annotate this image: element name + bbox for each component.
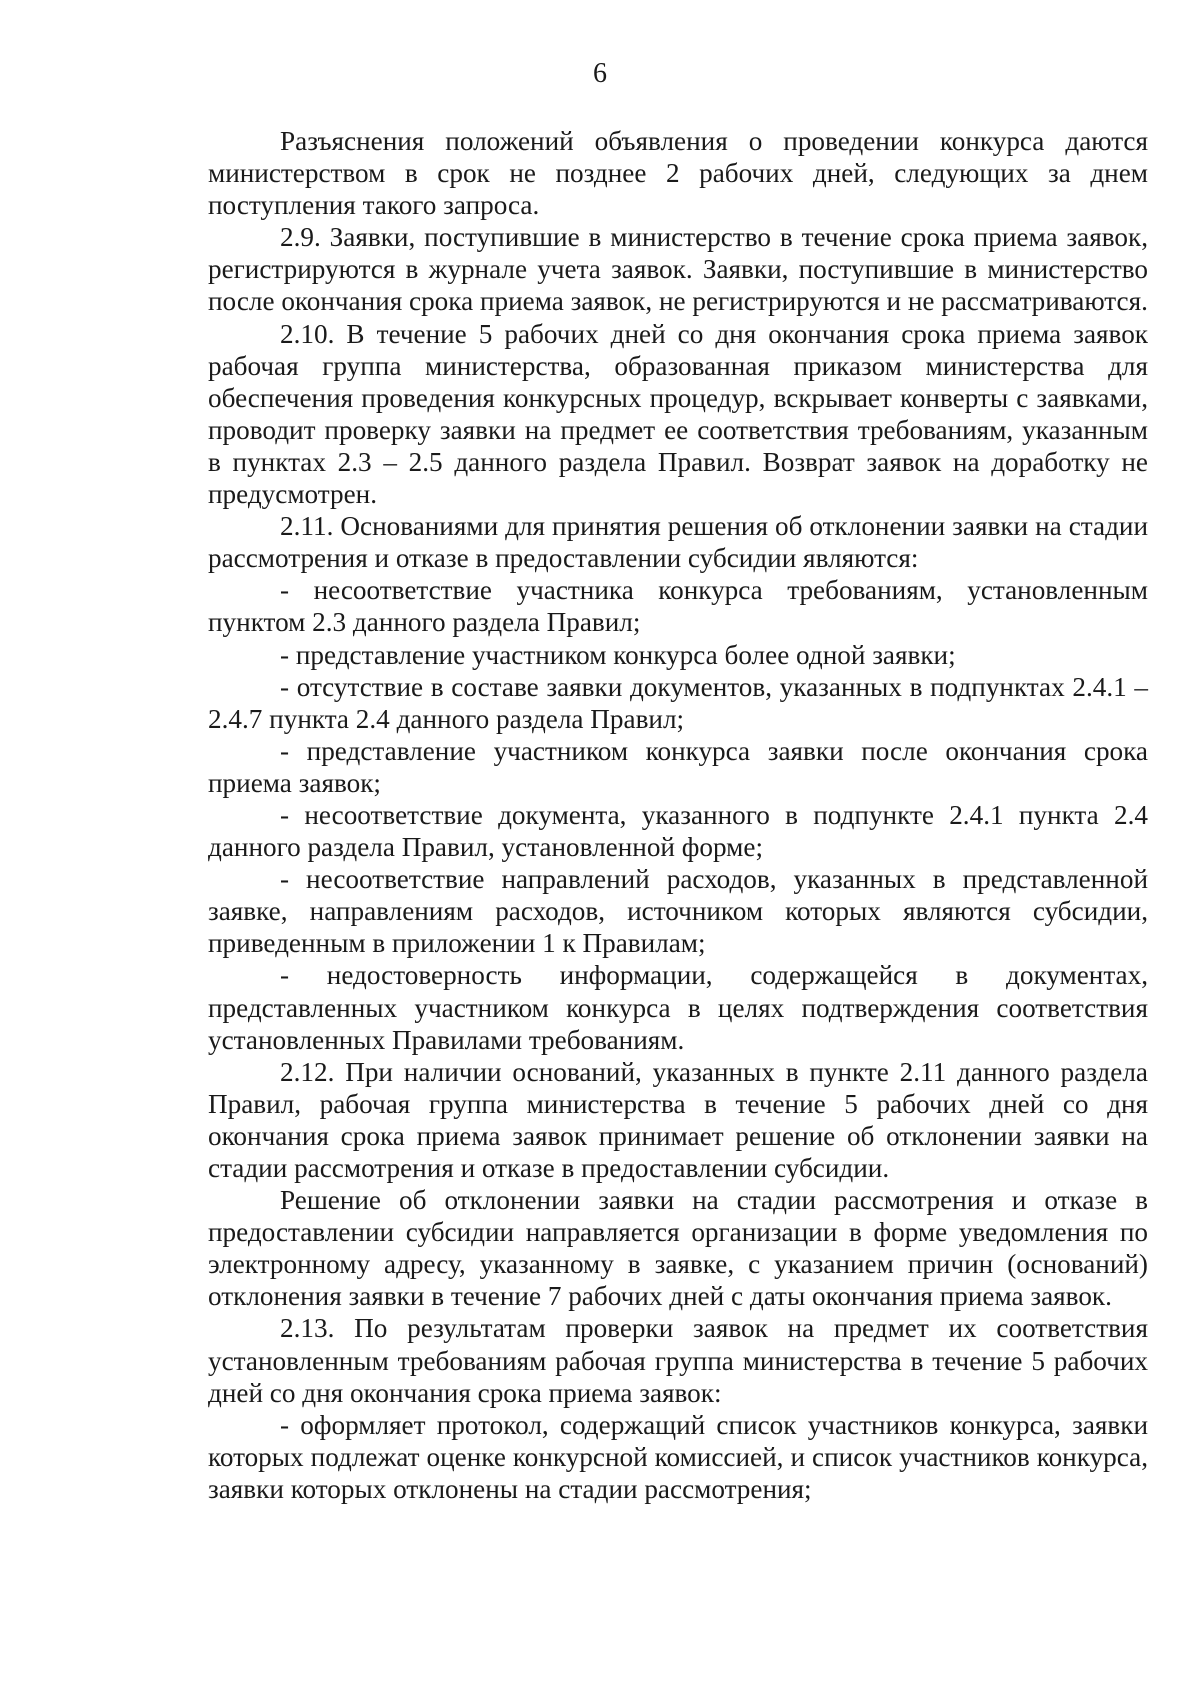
list-item-expense-mismatch: - несоответствие направлений расходов, указанных в представленной заявке, направлениям расходов, источником которых являются субсидии, приведенным в приложении 1 к Правилам; [208, 864, 1148, 959]
list-item-late-submission: - представление участником конкурса заявки после окончания срока приема заявок; [208, 735, 1148, 798]
list-item-form-mismatch: - несоответствие документа, указанного в подпункте 2.4.1 пункта 2.4 данного раздела Правил, установленной форме; [208, 799, 1148, 863]
list-item-multiple-applications: - представление участником конкурса более одной заявки; [280, 639, 956, 670]
paragraph-2-11: 2.11. Основаниями для принятия решения об отклонении заявки на стадии рассмотрения и отказе в предоставлении субсидии являются: [208, 511, 1148, 574]
paragraph-2-9: 2.9. Заявки, поступившие в министерство в течение срока приема заявок, регистрируются в журнале учета заявок. Заявки, поступившие в министерство после окончания срока приема заявок, не регистрируются и не рассматриваются. [208, 222, 1148, 317]
page-number: 6 [593, 58, 607, 89]
paragraph-rejection-notice: Решение об отклонении заявки на стадии рассмотрения и отказе в предоставлении субсидии направляется организации в форме уведомления по электронному адресу, указанному в заявке, с указанием причин (оснований) отклонения заявки в течение 7 рабочих дней с даты окончания приема заявок. [208, 1185, 1148, 1312]
paragraph-2-12: 2.12. При наличии оснований, указанных в пункте 2.11 данного раздела Правил, рабочая группа министерства в течение 5 рабочих дней со дня окончания срока приема заявок принимает решение об отклонении заявки на стадии рассмотрения и отказе в предоставлении субсидии. [208, 1056, 1148, 1183]
list-item-participant-mismatch: - несоответствие участника конкурса требованиям, установленным пунктом 2.3 данного раздела Правил; [208, 575, 1148, 638]
paragraph-2-10: 2.10. В течение 5 рабочих дней со дня окончания срока приема заявок рабочая группа министерства, образованная приказом министерства для обеспечения проведения конкурсных процедур, вскрывает конверты с заявками, проводит проверку заявки на предмет ее соответствия требованиям, указанным в пунктах 2.3 – 2.5 данного раздела Правил. Возврат заявок на доработку не предусмотрен. [208, 318, 1148, 510]
paragraph-2-13: 2.13. По результатам проверки заявок на предмет их соответствия установленным требованиям рабочая группа министерства в течение 5 рабочих дней со дня окончания срока приема заявок: [208, 1313, 1148, 1408]
list-item-missing-documents: - отсутствие в составе заявки документов, указанных в подпунктах 2.4.1 – 2.4.7 пункта 2.4 данного раздела Правил; [208, 671, 1148, 734]
list-item-unreliable-info: - недостоверность информации, содержащейся в документах, представленных участником конкурса в целях подтверждения соответствия установленных Правилами требованиям. [208, 960, 1148, 1055]
paragraph-clarifications: Разъяснения положений объявления о проведении конкурса даются министерством в срок не позднее 2 рабочих дней, следующих за днем поступления такого запроса. [208, 126, 1148, 221]
list-item-protocol: - оформляет протокол, содержащий список участников конкурса, заявки которых подлежат оценке конкурсной комиссией, и список участников конкурса, заявки которых отклонены на стадии рассмотрения; [208, 1409, 1148, 1504]
document-body [208, 125, 1148, 1505]
